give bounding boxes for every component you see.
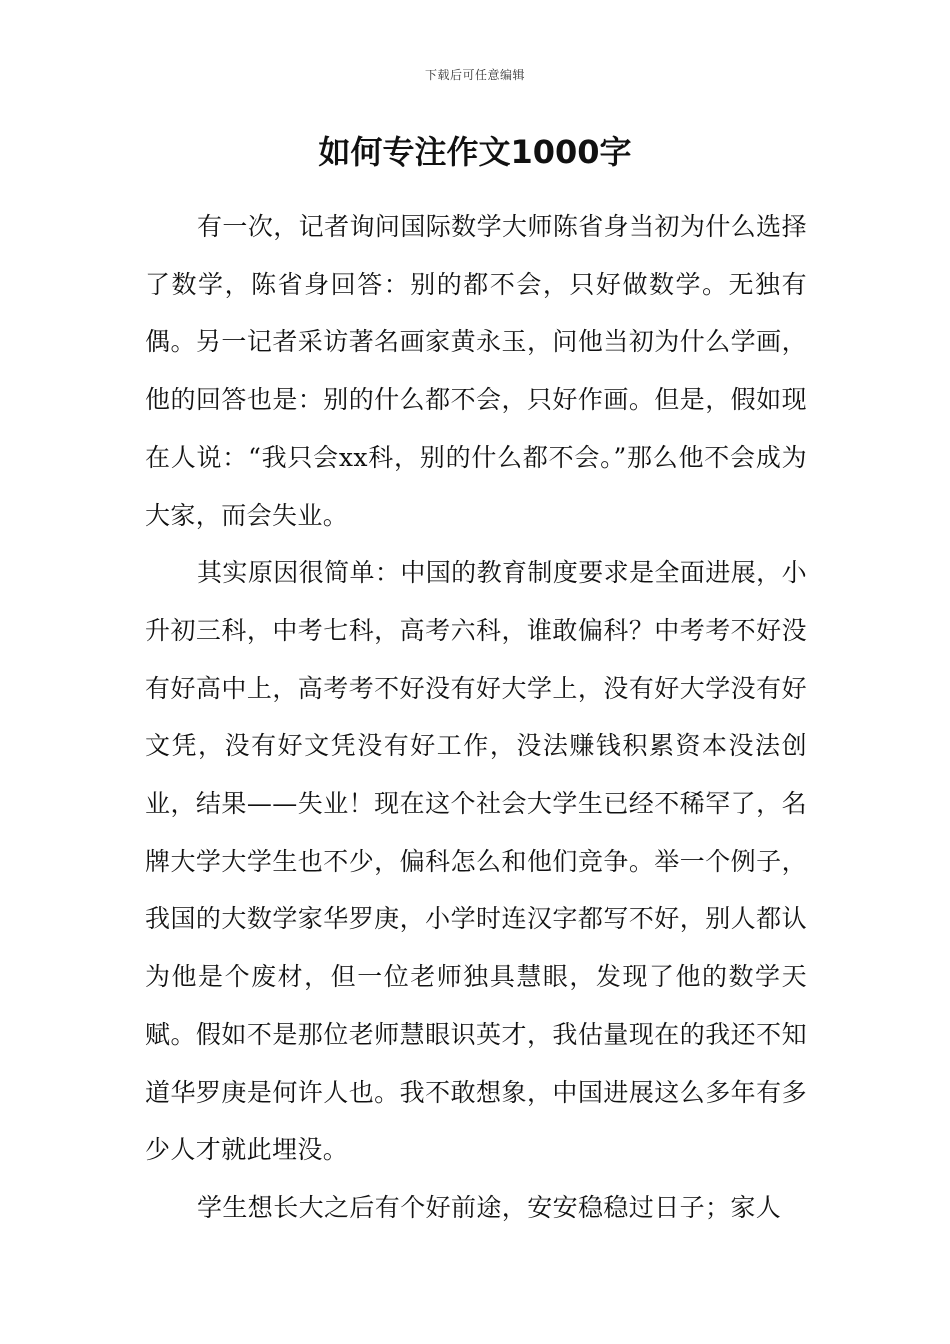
paragraph-2: 其实原因很简单：中国的教育制度要求是全面进展，小升初三科，中考七科，高考六科，谁敢偏科？中考考不好没有好高中上，高考考不好没有好大学上，没有好大学没有好文凭，没有好文凭没有好工作，没法赚钱积累资本没法创业，结果——失业！现在这个社会大学生已经不稀罕了，名牌大学大学生也不少，偏科怎么和他们竞争。举一个例子，我国的大数学家华罗庚，小学时连汉字都写不好，别人都认为他是个废材，但一位老师独具慧眼，发现了他的数学天赋。假如不是那位老师慧眼识英才，我估量现在的我还不知道华罗庚是何许人也。我不敢想象，中国进展这么多年有多少人才就此埋没。 <box>145 558 807 1165</box>
paragraph-3: 学生想长大之后有个好前途，安安稳稳过日子；家人 <box>197 1192 782 1222</box>
document-title: 如何专注作文1000字 <box>318 133 632 171</box>
document-body <box>145 198 807 1237</box>
paragraph-1: 有一次，记者询问国际数学大师陈省身当初为什么选择了数学，陈省身回答：别的都不会，只好做数学。无独有偶。另一记者采访著名画家黄永玉，问他当初为什么学画，他的回答也是：别的什么都不会，只好作画。但是，假如现在人说：“我只会xx科，别的什么都不会。”那么他不会成为大家，而会失业。 <box>145 212 807 530</box>
header-note: 下载后可任意编辑 <box>424 68 525 82</box>
